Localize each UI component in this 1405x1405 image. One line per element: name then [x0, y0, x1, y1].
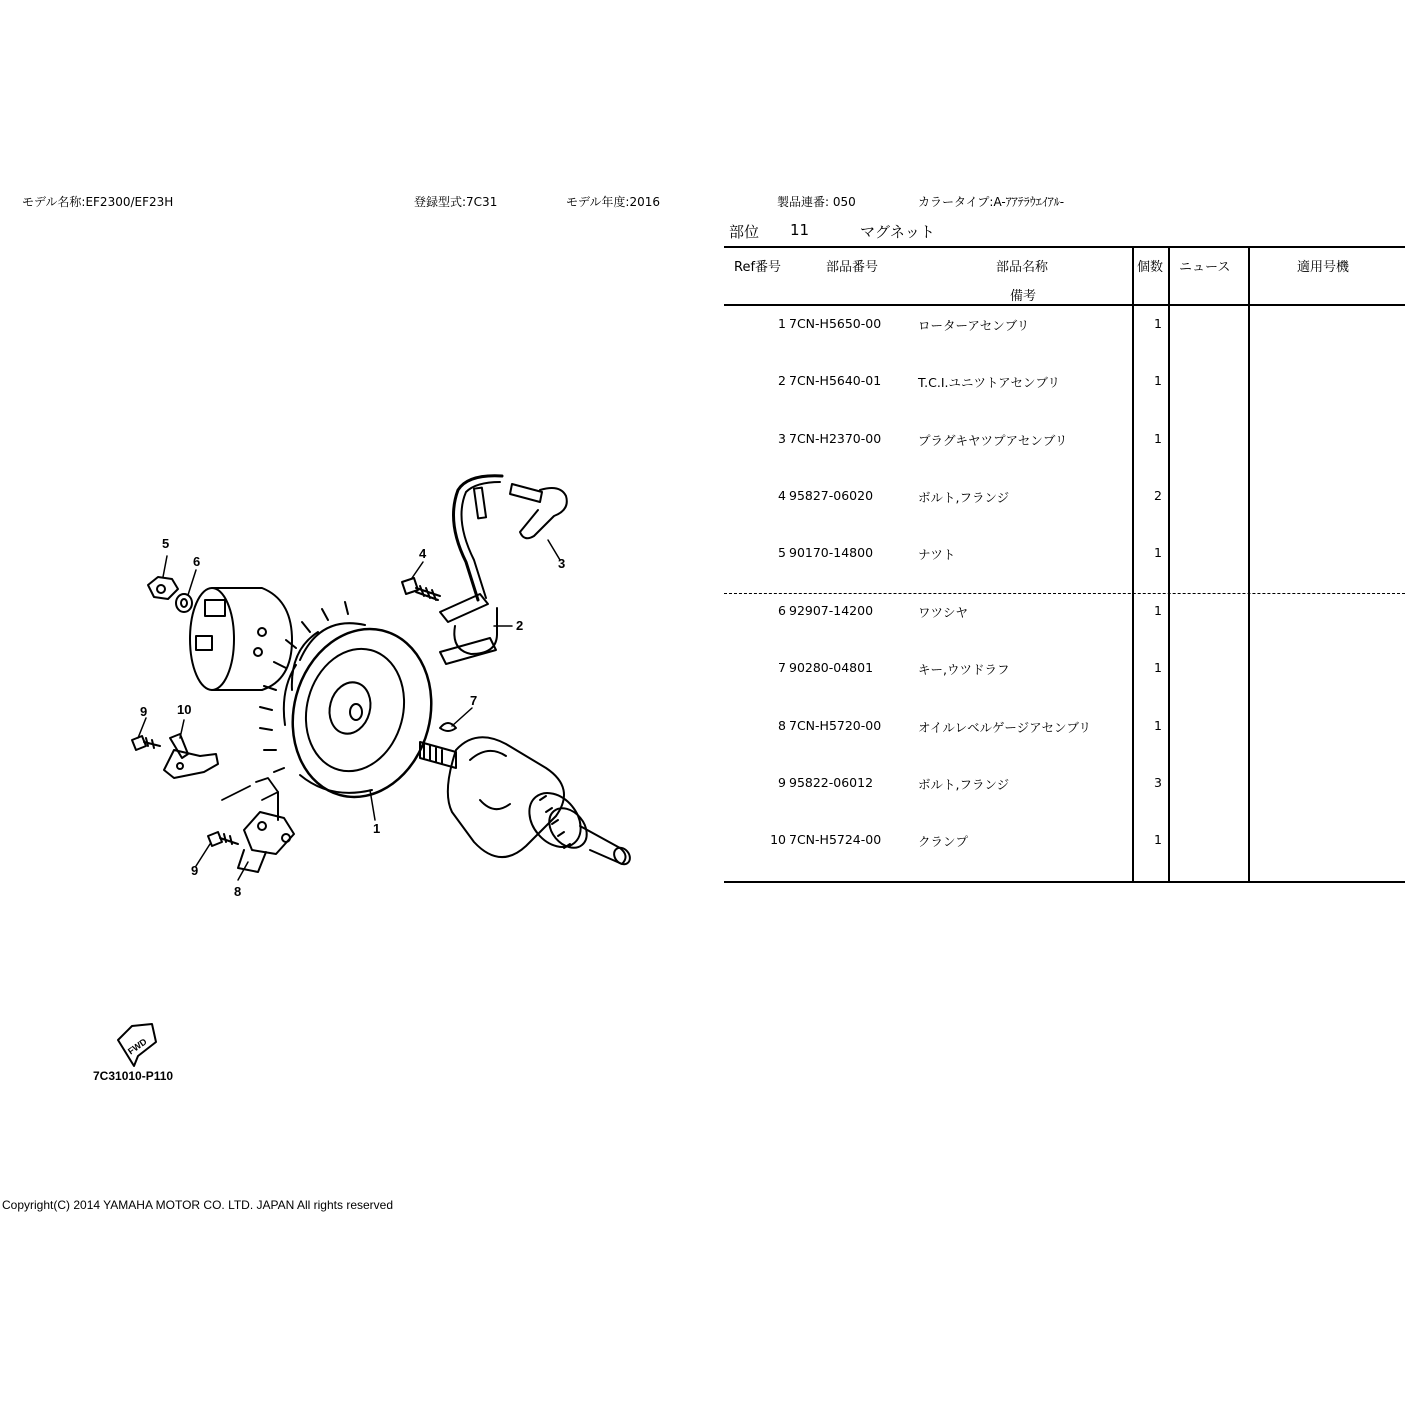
header-applicable: 適用号機	[1297, 260, 1350, 275]
nut-drawing	[148, 577, 178, 599]
row-part-name: プラグキヤツプアセンブリ	[918, 433, 1068, 448]
row-part-name: ローターアセンブリ	[918, 318, 1030, 333]
callout-6: 6	[193, 554, 201, 569]
bolt-9-lower-drawing	[208, 832, 238, 846]
registered-type: 登録型式:7C31	[414, 195, 498, 209]
color-type: カラータイプ:A-ｱｱﾃﾗｳｴｲｱﾙ-	[918, 195, 1065, 209]
callout-2: 2	[516, 618, 524, 633]
table-dashed-separator	[724, 593, 1405, 594]
crankshaft-drawing	[420, 737, 633, 867]
row-quantity: 1	[1154, 832, 1162, 847]
row-part-name: オイルレベルゲージアセンブリ	[918, 720, 1091, 735]
row-quantity: 1	[1154, 545, 1162, 560]
row-ref: 9	[778, 775, 786, 790]
washer-drawing	[176, 594, 192, 612]
table-divider-news	[1168, 247, 1170, 883]
section-label: 部位	[729, 223, 760, 241]
row-part-name: ワツシヤ	[918, 605, 969, 620]
exploded-parts-diagram	[0, 0, 720, 1100]
clamp-drawing	[164, 734, 218, 778]
rotor-assembly-drawing	[260, 602, 450, 813]
section-name: マグネット	[860, 223, 935, 241]
row-part-number: 95822-06012	[789, 775, 874, 790]
fwd-label: FWD	[126, 1036, 149, 1057]
copyright-notice: Copyright(C) 2014 YAMAHA MOTOR CO. LTD. JAPAN All rights reserved	[2, 1198, 394, 1212]
callout-9-upper: 9	[140, 704, 148, 719]
header-news: ニュース	[1179, 260, 1231, 275]
row-ref: 8	[778, 718, 786, 733]
row-ref: 10	[770, 832, 786, 847]
table-divider-applicable	[1248, 247, 1250, 883]
row-quantity: 1	[1154, 316, 1162, 331]
row-ref: 6	[778, 603, 786, 618]
row-quantity: 1	[1154, 660, 1162, 675]
row-part-number: 92907-14200	[789, 603, 874, 618]
table-bottom-border	[724, 881, 1405, 883]
row-quantity: 3	[1154, 775, 1162, 790]
table-header-border	[724, 304, 1405, 306]
row-part-number: 7CN-H5724-00	[789, 832, 882, 847]
row-ref: 7	[778, 660, 786, 675]
row-part-number: 7CN-H5650-00	[789, 316, 882, 331]
section-number: 11	[790, 221, 810, 239]
row-quantity: 1	[1154, 373, 1162, 388]
callout-leader-lines	[138, 540, 560, 880]
plug-cap-drawing	[510, 484, 567, 538]
bolt-9-upper-drawing	[132, 736, 160, 750]
table-divider-qty	[1132, 247, 1134, 883]
row-quantity: 1	[1154, 603, 1162, 618]
tci-unit-drawing	[440, 476, 502, 664]
row-part-name: ナツト	[918, 547, 956, 562]
row-part-number: 7CN-H5720-00	[789, 718, 882, 733]
callout-3: 3	[558, 556, 566, 571]
row-ref: 5	[778, 545, 786, 560]
row-quantity: 2	[1154, 488, 1162, 503]
row-quantity: 1	[1154, 718, 1162, 733]
row-part-name: クランプ	[918, 834, 969, 849]
model-name: モデル名称:EF2300/EF23H	[22, 195, 174, 209]
header-remarks: 備考	[1010, 289, 1037, 304]
row-part-number: 7CN-H5640-01	[789, 373, 882, 388]
callout-8: 8	[234, 884, 242, 899]
row-part-name: ボルト,フランジ	[918, 777, 1010, 792]
row-part-number: 90280-04801	[789, 660, 874, 675]
serial-number: 製品連番: 050	[777, 195, 856, 209]
fwd-arrow-icon	[118, 1024, 156, 1066]
row-ref: 4	[778, 488, 786, 503]
model-year: モデル年度:2016	[566, 195, 660, 209]
row-part-name: ボルト,フランジ	[918, 490, 1010, 505]
row-ref: 3	[778, 431, 786, 446]
callout-5: 5	[162, 536, 170, 551]
header-part-name: 部品名称	[996, 260, 1049, 275]
bolt-4-drawing	[402, 578, 440, 600]
row-ref: 1	[778, 316, 786, 331]
callout-7: 7	[470, 693, 478, 708]
header-quantity: 個数	[1137, 260, 1164, 275]
table-top-border	[724, 246, 1405, 248]
row-part-number: 7CN-H2370-00	[789, 431, 882, 446]
row-part-number: 90170-14800	[789, 545, 874, 560]
callout-1: 1	[373, 821, 381, 836]
header-ref: Ref番号	[734, 260, 782, 275]
callout-4: 4	[419, 546, 427, 561]
header-part-number: 部品番号	[826, 260, 879, 275]
drawing-code: 7C31010-P110	[93, 1069, 174, 1083]
rotor-core-drawing	[190, 588, 292, 690]
row-part-number: 95827-06020	[789, 488, 874, 503]
row-quantity: 1	[1154, 431, 1162, 446]
row-ref: 2	[778, 373, 786, 388]
row-part-name: キー,ウツドラフ	[918, 662, 1010, 677]
oil-gauge-bracket-drawing	[222, 778, 294, 872]
callout-9-lower: 9	[191, 863, 199, 878]
row-part-name: T.C.I.ユニツトアセンブリ	[918, 375, 1060, 390]
callout-10: 10	[177, 702, 192, 717]
